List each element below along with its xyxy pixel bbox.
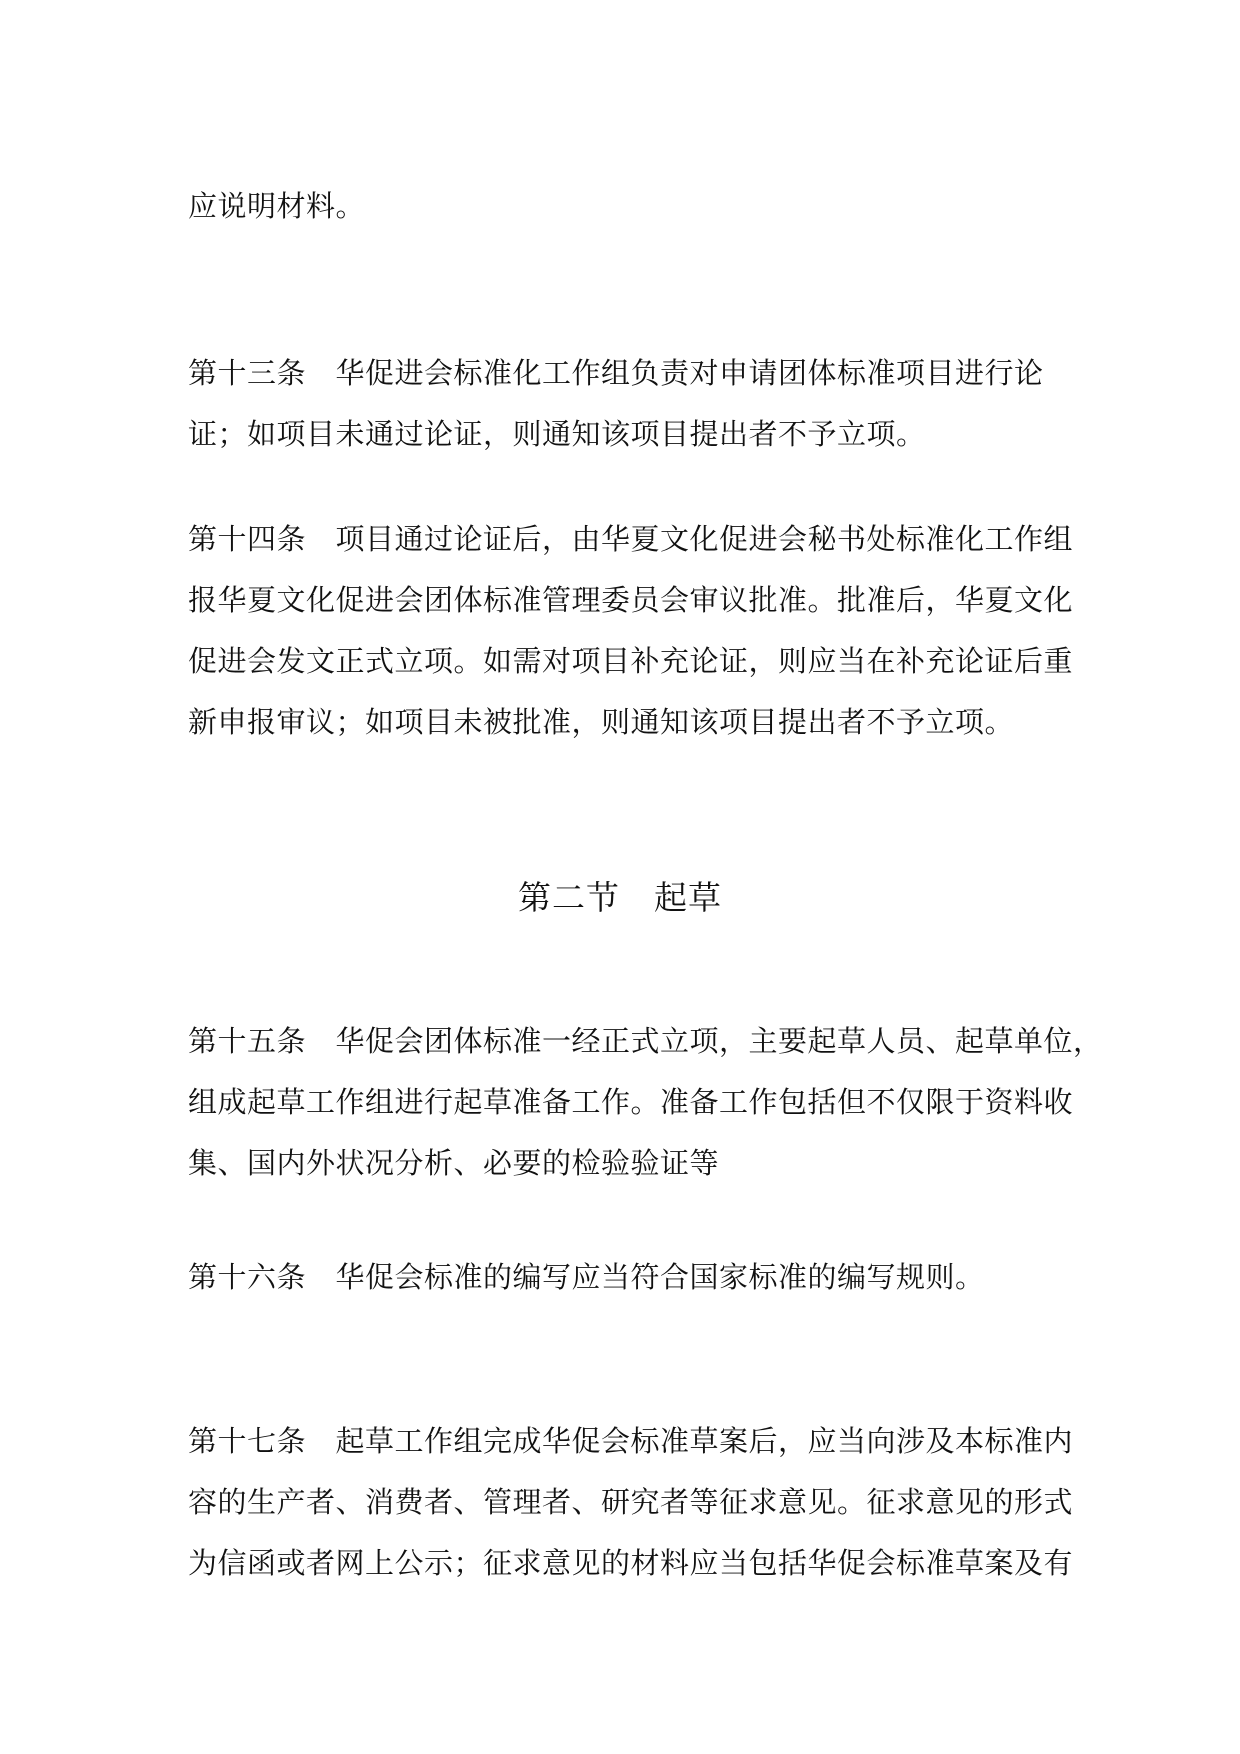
text-line: 报华夏文化促进会团体标准管理委员会审议批准。批准后，华夏文化	[188, 583, 1074, 617]
section-heading	[0, 876, 1240, 920]
article-17	[188, 1411, 1074, 1594]
text-line: 第十三条 华促进会标准化工作组负责对申请团体标准项目进行论	[188, 356, 1044, 390]
text-line: 第十四条 项目通过论证后，由华夏文化促进会秘书处标准化工作组	[188, 522, 1074, 556]
article-16	[188, 1247, 1058, 1308]
text-line: 组成起草工作组进行起草准备工作。准备工作包括但不仅限于资料收	[188, 1085, 1074, 1119]
paragraph-carryover	[188, 176, 1058, 237]
section-title: 起草	[654, 878, 722, 917]
text-line: 促进会发文正式立项。如需对项目补充论证，则应当在补充论证后重	[188, 644, 1074, 678]
text-line: 新申报审议；如项目未被批准，则通知该项目提出者不予立项。	[188, 705, 1015, 739]
text-line: 集、国内外状况分析、必要的检验验证等	[188, 1146, 720, 1180]
article-13	[188, 343, 1058, 465]
article-15	[188, 1011, 1103, 1194]
text-line: 第十五条 华促会团体标准一经正式立项，主要起草人员、起草单位，	[188, 1024, 1103, 1058]
text-line: 证；如项目未通过论证，则通知该项目提出者不予立项。	[188, 417, 926, 451]
text-line: 应说明材料。	[188, 189, 366, 223]
section-number: 第二节	[518, 878, 620, 917]
text-line: 容的生产者、消费者、管理者、研究者等征求意见。征求意见的形式	[188, 1485, 1074, 1519]
text-line: 为信函或者网上公示；征求意见的材料应当包括华促会标准草案及有	[188, 1546, 1074, 1580]
text-line: 第十六条 华促会标准的编写应当符合国家标准的编写规则。	[188, 1260, 985, 1294]
text-line: 第十七条 起草工作组完成华促会标准草案后，应当向涉及本标准内	[188, 1424, 1074, 1458]
article-14	[188, 509, 1074, 753]
